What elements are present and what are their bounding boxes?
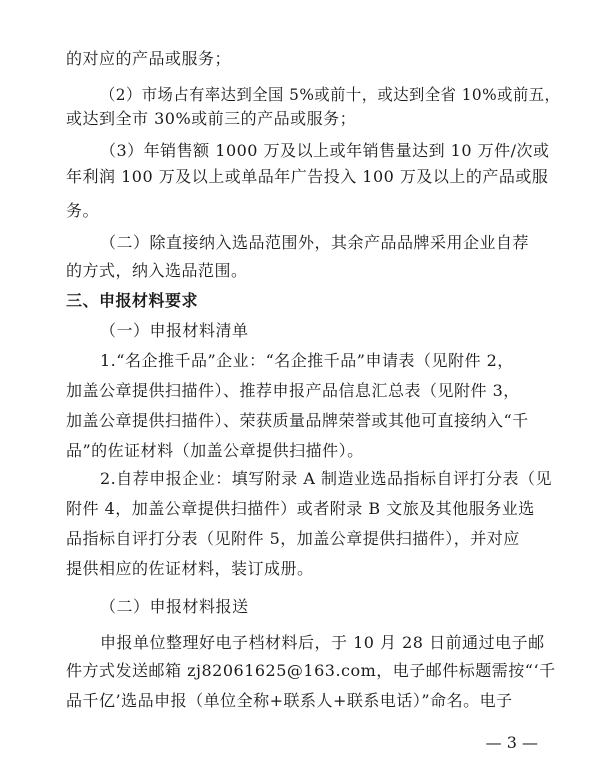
text-line: （3）年销售额 1000 万及以上或年销售量达到 10 万件/次或 — [100, 141, 550, 160]
section-heading: 三、申报材料要求 — [66, 291, 199, 310]
text-line: 品”的佐证材料（加盖公章提供扫描件）。 — [66, 441, 364, 460]
text-line: （二）除直接纳入选品范围外，其余产品品牌采用企业自荐 — [100, 233, 530, 252]
text-line: 年利润 100 万及以上或单品年广告投入 100 万及以上的产品或服 — [66, 167, 549, 186]
text-line: （2）市场占有率达到全国 5%或前十，或达到全省 10%或前五， — [100, 85, 561, 104]
subsection-heading: （一）申报材料清单 — [100, 321, 249, 340]
text-line: 品指标自评打分表（见附件 5，加盖公章提供扫描件），并对应 — [66, 529, 520, 548]
text-line: 加盖公章提供扫描件）、荣获质量品牌荣誉或其他可直接纳入“千 — [66, 411, 529, 430]
subsection-heading: （二）申报材料报送 — [100, 597, 249, 616]
text-line: 申报单位整理好电子档材料后，于 10 月 28 日前通过电子邮 — [100, 633, 545, 652]
text-line: 2.自荐申报企业：填写附录 A 制造业选品指标自评打分表（见 — [100, 469, 552, 488]
text-line: 的方式，纳入选品范围。 — [66, 261, 248, 280]
text-line: 品千亿’选品申报（单位全称+联系人+联系电话）”命名。电子 — [66, 691, 513, 710]
page-number: — 3 — — [485, 733, 538, 752]
text-line: 附件 4，加盖公章提供扫描件）或者附录 B 文旅及其他服务业选 — [66, 499, 535, 518]
text-line: 提供相应的佐证材料，装订成册。 — [66, 559, 314, 578]
text-line: 或达到全市 30%或前三的产品或服务； — [66, 109, 357, 128]
text-line: 务。 — [66, 201, 100, 220]
text-line: 1.“名企推千品”企业：“名企推千品”申请表（见附件 2， — [100, 351, 514, 370]
text-line: 件方式发送邮箱 zj82061625@163.com，电子邮件标题需按“‘千 — [66, 661, 556, 680]
text-line: 的对应的产品或服务； — [66, 49, 232, 68]
text-line: 加盖公章提供扫描件）、推荐申报产品信息汇总表（见附件 3， — [66, 381, 520, 400]
